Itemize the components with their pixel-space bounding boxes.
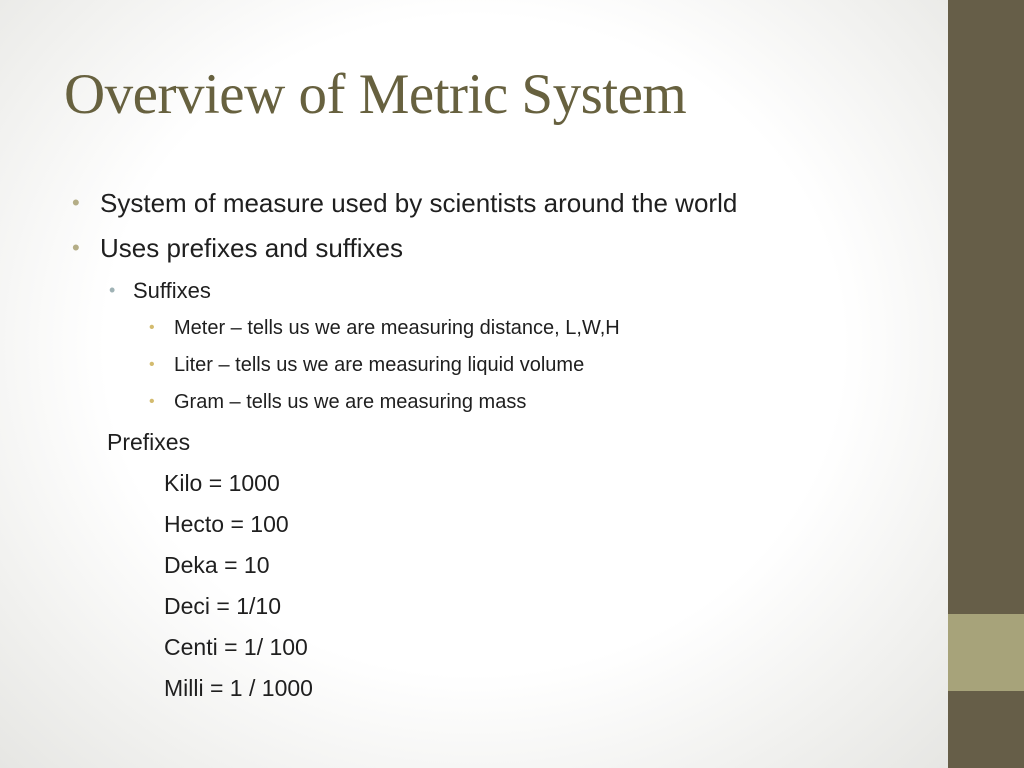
bullet-marker: • (72, 190, 80, 215)
prefix-item: Hecto = 100 (164, 511, 289, 537)
prefix-item: Milli = 1 / 1000 (164, 675, 313, 701)
bullet-item: System of measure used by scientists around the world (100, 188, 738, 218)
sidebar-accent-block (948, 614, 1024, 691)
bullet-item: Uses prefixes and suffixes (100, 233, 403, 263)
prefix-item: Deka = 10 (164, 552, 270, 578)
bullet-marker: • (109, 280, 116, 300)
suffix-item: Liter – tells us we are measuring liquid volume (174, 354, 585, 376)
prefix-item: Deci = 1/10 (164, 593, 281, 619)
bullet-marker: • (149, 319, 155, 336)
slide-title: Overview of Metric System (64, 63, 687, 126)
bullet-marker: • (149, 393, 155, 410)
prefix-item: Kilo = 1000 (164, 470, 280, 496)
bullet-marker: • (72, 235, 80, 260)
suffix-item: Meter – tells us we are measuring distance, L,W,H (174, 317, 620, 339)
prefix-item: Centi = 1/ 100 (164, 634, 308, 660)
prefixes-heading: Prefixes (107, 429, 191, 455)
suffixes-heading: Suffixes (133, 278, 211, 303)
suffix-item: Gram – tells us we are measuring mass (174, 391, 527, 413)
bullet-marker: • (149, 356, 155, 373)
